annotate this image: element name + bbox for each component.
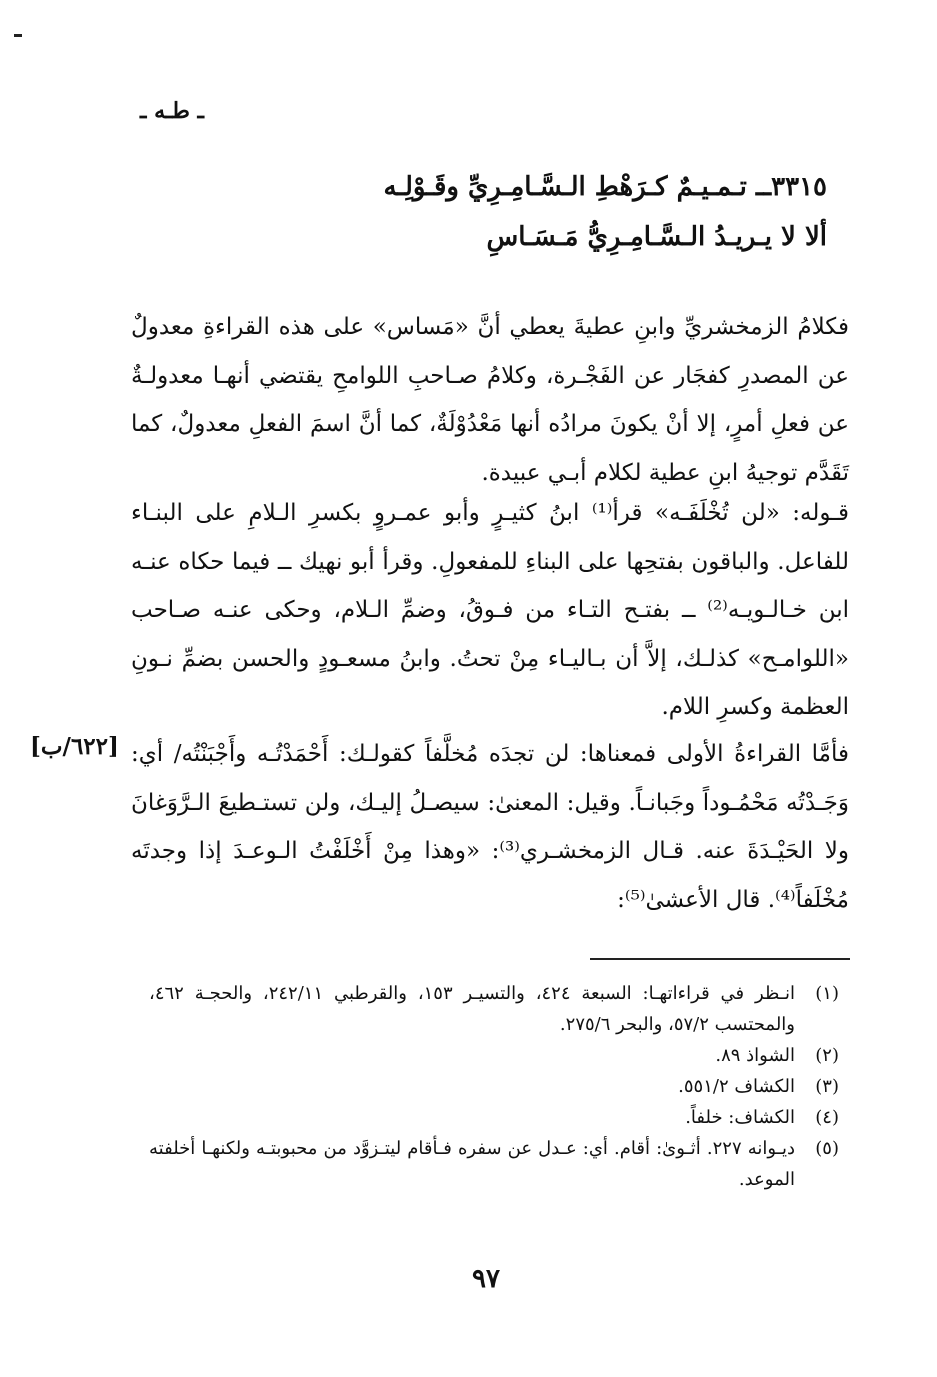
footnote: [149, 1071, 839, 1102]
page-number: ٩٧: [472, 1264, 500, 1294]
verse-line-2: ألا لا يـريـدُ الـسَّـامِـرِيُّ مَـسَـاسِ: [486, 222, 827, 252]
footnote: [149, 978, 839, 1040]
footnotes: [149, 978, 839, 1195]
paragraph-3: فأمَّا القراءةُ الأولى فمعناها: لن تجدَه مُخلَّفاً كقولـك: أَحْمَدْتُـه وأَجْبَنْتُه/ أي: وَجَـدْتُه مَحْمُـوداً وجَبانـاً. وقيل: المعنىٰ: سيصـلُ إليـك، ولن تستـطيعَ الـرَّوَغانَ ولا الحَيْـدَةَ عنه. قـال الزمخشـري⁽³⁾: «وهذا مِنْ أَخْلَفْتُ الـوعـدَ إذا وجدتَه مُخْلَفاً⁽⁴⁾. قال الأعشىٰ⁽⁵⁾:: [131, 741, 849, 913]
footnote-text: انـظر في قراءاتهـا: السبعة ٤٢٤، والتسيـر ١٥٣، والقرطبي ٢٤٢/١١، والحجـة ٤٦٢، والمحتسب ٥٧/٢، والبحر ٢٧٥/٦.: [149, 983, 795, 1035]
footnote-text: الشواذ ٨٩.: [715, 1045, 795, 1066]
footnote-number: (٢): [815, 1045, 839, 1066]
footnote: [149, 1133, 839, 1195]
footnote-text: الكشاف: خلفاً.: [685, 1107, 795, 1128]
footnote-number: (٣): [815, 1076, 839, 1097]
paragraph-2: قـوله: «لن تُخْلَفَـه» قرأ⁽¹⁾ ابنُ كثيـرٍ وأبو عمـروٍ بكسرِ الـلامِ على البنـاء للفاعل. والباقون بفتحِها على البناءِ للمفعولِ. وقرأ أبو نهيك ــ فيما حكاه عنـه ابن خـالـويـه⁽²⁾ ــ بفتـح التـاء من فـوقُ، وضمِّ الـلام، وحكى عنـه صـاحب «اللوامـح» كذلـك، إلاَّ أن بـاليـاء مِنْ تحتُ. وابنُ مسعـودٍ والحسن بضمِّ نـونِ العظمة وكسرِ اللام.: [131, 500, 849, 720]
footnote-number: (٥): [815, 1138, 839, 1159]
footnote-separator: [590, 958, 850, 960]
footnote: [149, 1102, 839, 1133]
footnote-number: (١): [815, 983, 839, 1004]
paragraph-1: فكلامُ الزمخشريِّ وابنِ عطيةَ يعطي أنَّ «مَساس» على هذه القراءةِ معدولٌ عن المصدرِ كفجَار عن الفَجْـرة، وكلامُ صـاحبِ اللوامحِ يقتضي أنهـا معدولـةٌ عن فعلِ أمرٍ، إلا أنْ يكونَ مرادُه أنها مَعْدُوْلَةٌ، كما أنَّ اسمَ الفعلِ معدولٌ، كما تَقَدَّم توجيهُ ابنِ عطية لكلام أبـي عبيدة.: [131, 314, 849, 486]
verse-line-1: ٣٣١٥ــ تـمـيـمٌ كـرَهْطِ الـسَّـامِـرِيِّ وقَـوْلِـه: [383, 172, 827, 202]
footnote-text: ديـوانه ٢٢٧. أثـوىٰ: أقام. أي: عـدل عن سفره فـأقام ليتـزوَّد من محبوبتـه ولكنهـا أخلفته الموعد.: [149, 1138, 795, 1190]
footnote: [149, 1040, 839, 1071]
footnote-text: الكشاف ٥٥١/٢.: [678, 1076, 795, 1097]
corner-mark: [14, 34, 22, 37]
manuscript-folio-reference: [٦٢٢/ب]: [30, 733, 119, 760]
footnote-number: (٤): [815, 1107, 839, 1128]
page-header: ـ طـه ـ: [140, 98, 204, 124]
